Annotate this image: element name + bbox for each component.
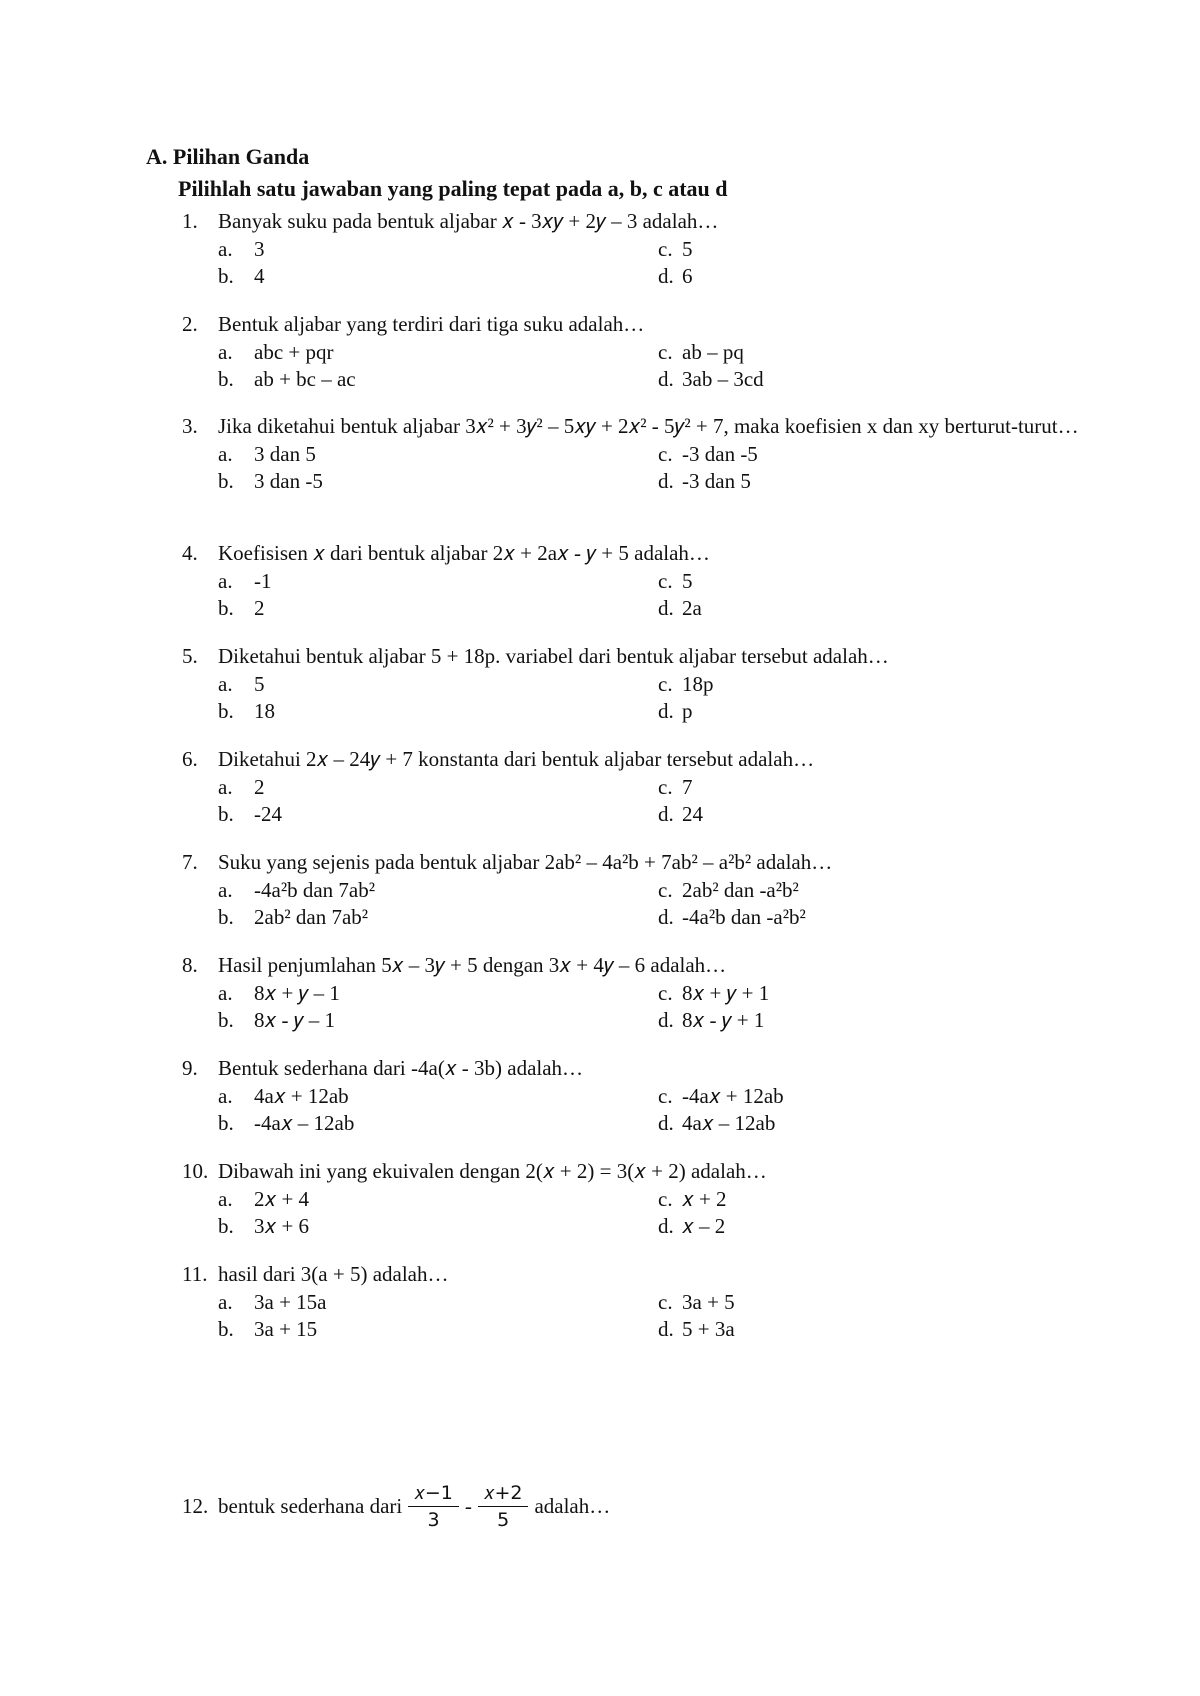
option-letter: d. [658,1008,674,1032]
option-c [658,1289,958,1317]
option-letter: a. [218,1186,233,1211]
option-text: 8𝑥 - 𝑦 + 1 [682,1008,765,1032]
question-8 [182,952,1082,1035]
option-text: abc + pqr [254,339,334,364]
option-c [658,671,958,699]
answer-options [218,980,1082,1035]
option-a [218,339,658,367]
option-d [658,1213,958,1241]
question-text: Hasil penjumlahan 5𝑥 – 3𝑦 + 5 dengan 3𝑥 + 4𝑦 – 6 adalah… [218,953,727,977]
option-text: 5 [682,236,693,261]
option-letter: c. [658,1289,673,1314]
option-d [658,698,958,726]
option-d [658,468,958,496]
option-b [218,595,658,623]
answer-options [218,568,1082,623]
question-text: Suku yang sejenis pada bentuk aljabar 2ab² – 4a²b + 7ab² – a²b² adalah… [218,850,833,874]
option-c [658,568,958,596]
option-letter: c. [658,774,673,799]
option-letter: d. [658,264,674,288]
minus-sign: - [464,1493,472,1518]
option-text: 3𝑥 + 6 [254,1214,310,1238]
question-2 [182,311,1082,394]
question-number: 5. [182,644,198,668]
question-number: 10. [182,1159,209,1183]
option-text: 𝑥 – 2 [682,1214,726,1238]
question-text: Diketahui bentuk aljabar 5 + 18p. variabel dari bentuk aljabar tersebut adalah… [218,644,889,668]
section-title: A. Pilihan Ganda [146,144,310,169]
option-text: 2ab² dan 7ab² [254,905,369,929]
option-letter: d. [658,596,674,620]
option-text: -4a𝑥 + 12ab [682,1083,784,1108]
option-text: p [682,699,693,723]
fraction-2-denominator: 5 [497,1509,510,1531]
option-letter: a. [218,441,233,466]
option-letter: b. [218,264,234,288]
option-c [658,441,958,469]
option-c [658,339,958,367]
option-b [218,1007,658,1035]
option-text: 3a + 5 [682,1289,735,1314]
option-text: 3a + 15 [254,1317,318,1341]
fraction-1-denominator: 3 [427,1509,440,1531]
answer-options [218,877,1082,932]
question-number: 9. [182,1056,198,1080]
option-text: 3 dan -5 [254,469,323,493]
option-text: 2 [254,596,265,620]
question-number: 6. [182,747,198,771]
fraction-1-numerator: 𝑥−1 [408,1480,459,1507]
option-letter: c. [658,671,673,696]
question-11 [182,1261,1082,1344]
option-text: 2a [682,596,702,620]
option-c [658,236,958,264]
option-letter: c. [658,877,673,902]
question-number: 7. [182,850,198,874]
question-1 [182,208,1082,291]
question-prefix: bentuk sederhana dari [218,1493,403,1518]
option-letter: b. [218,1008,234,1032]
option-letter: a. [218,877,233,902]
option-letter: b. [218,596,234,620]
option-b [218,366,658,394]
option-text: 4a𝑥 – 12ab [682,1111,776,1135]
option-a [218,568,658,596]
option-c [658,774,958,802]
option-letter: a. [218,671,233,696]
question-suffix: adalah… [534,1493,611,1518]
option-letter: c. [658,441,673,466]
instruction: Pilihlah satu jawaban yang paling tepat pada a, b, c atau d [178,176,728,201]
option-b [218,1110,658,1138]
fraction-2 [478,1480,529,1533]
option-b [218,698,658,726]
option-a [218,1289,658,1317]
option-letter: d. [658,905,674,929]
option-letter: b. [218,802,234,826]
option-a [218,774,658,802]
option-text: 3 dan 5 [254,441,316,466]
option-text: -4a𝑥 – 12ab [254,1111,355,1135]
answer-options [218,441,1082,496]
option-letter: c. [658,1083,673,1108]
option-text: -4a²b dan -a²b² [682,905,806,929]
question-number: 4. [182,541,198,565]
option-b [218,1316,658,1344]
option-text: 6 [682,264,693,288]
option-d [658,801,958,829]
option-letter: d. [658,1111,674,1135]
option-text: 5 [254,671,265,696]
option-c [658,1186,958,1214]
question-4 [182,540,1082,623]
question-12 [182,1480,1082,1533]
option-b [218,904,658,932]
option-text: 18p [682,671,714,696]
option-b [218,801,658,829]
option-text: 5 [682,568,693,593]
option-d [658,904,958,932]
answer-options [218,339,1082,394]
option-a [218,236,658,264]
answer-options [218,236,1082,291]
answer-options [218,1289,1082,1344]
option-text: 2ab² dan -a²b² [682,877,799,902]
question-text: Jika diketahui bentuk aljabar 3𝑥² + 3𝑦² – 5𝑥𝑦 + 2𝑥² - 5𝑦² + 7, maka koefisien x dan xy berturut-turut… [218,414,1079,438]
option-d [658,366,958,394]
option-letter: a. [218,236,233,261]
option-b [218,468,658,496]
fraction-1 [408,1480,459,1533]
option-letter: a. [218,774,233,799]
option-text: 18 [254,699,275,723]
option-text: 8𝑥 + 𝑦 – 1 [254,980,340,1005]
question-text: Diketahui 2𝑥 – 24𝑦 + 7 konstanta dari bentuk aljabar tersebut adalah… [218,747,815,771]
option-d [658,1316,958,1344]
option-text: 𝑥 + 2 [682,1186,727,1211]
option-text: 2𝑥 + 4 [254,1186,310,1211]
option-a [218,441,658,469]
option-d [658,263,958,291]
option-letter: d. [658,367,674,391]
question-text: Koefisisen 𝑥 dari bentuk aljabar 2𝑥 + 2a𝑥 - 𝑦 + 5 adalah… [218,541,710,565]
option-b [218,1213,658,1241]
option-d [658,1110,958,1138]
question-text: Dibawah ini yang ekuivalen dengan 2(𝑥 + 2) = 3(𝑥 + 2) adalah… [218,1159,767,1183]
option-letter: a. [218,339,233,364]
question-7 [182,849,1082,932]
option-letter: b. [218,469,234,493]
option-text: 5 + 3a [682,1317,735,1341]
option-text: 8𝑥 + 𝑦 + 1 [682,980,770,1005]
answer-options [218,671,1082,726]
option-letter: c. [658,1186,673,1211]
option-letter: c. [658,339,673,364]
option-text: 3 [254,236,265,261]
option-letter: a. [218,980,233,1005]
option-text: 24 [682,802,703,826]
question-text: Bentuk sederhana dari -4a(𝑥 - 3b) adalah… [218,1056,584,1080]
question-number: 11. [182,1262,208,1286]
question-number: 8. [182,953,198,977]
question-9 [182,1055,1082,1138]
option-letter: b. [218,1317,234,1341]
option-letter: d. [658,802,674,826]
option-letter: d. [658,699,674,723]
option-text: ab + bc – ac [254,367,356,391]
option-letter: c. [658,568,673,593]
fraction-2-numerator: 𝑥+2 [478,1480,529,1507]
option-c [658,980,958,1008]
option-d [658,1007,958,1035]
option-letter: d. [658,1317,674,1341]
option-d [658,595,958,623]
option-text: 3a + 15a [254,1289,327,1314]
question-number: 3. [182,414,198,438]
option-text: 7 [682,774,693,799]
option-a [218,877,658,905]
option-a [218,980,658,1008]
option-letter: c. [658,980,673,1005]
option-text: 3ab – 3cd [682,367,764,391]
option-text: 2 [254,774,265,799]
option-letter: d. [658,469,674,493]
question-number: 2. [182,312,198,336]
option-text: -4a²b dan 7ab² [254,877,376,902]
question-text: Banyak suku pada bentuk aljabar 𝑥 - 3𝑥𝑦 + 2𝑦 – 3 adalah… [218,209,719,233]
question-3 [182,413,1082,496]
option-letter: b. [218,699,234,723]
option-letter: a. [218,568,233,593]
question-text: hasil dari 3(a + 5) adalah… [218,1262,449,1286]
option-letter: c. [658,236,673,261]
option-text: -24 [254,802,282,826]
option-letter: d. [658,1214,674,1238]
option-text: ab – pq [682,339,744,364]
option-a [218,1083,658,1111]
question-text: Bentuk aljabar yang terdiri dari tiga suku adalah… [218,312,645,336]
option-text: -1 [254,568,272,593]
option-letter: b. [218,905,234,929]
option-letter: b. [218,1214,234,1238]
option-text: 8𝑥 - 𝑦 – 1 [254,1008,335,1032]
option-letter: a. [218,1289,233,1314]
question-10 [182,1158,1082,1241]
answer-options [218,1186,1082,1241]
answer-options [218,774,1082,829]
option-letter: a. [218,1083,233,1108]
option-text: 4a𝑥 + 12ab [254,1083,349,1108]
question-number: 12. [182,1493,209,1518]
option-a [218,671,658,699]
question-5 [182,643,1082,726]
option-c [658,1083,958,1111]
option-c [658,877,958,905]
option-b [218,263,658,291]
answer-options [218,1083,1082,1138]
option-letter: b. [218,367,234,391]
option-text: -3 dan -5 [682,441,758,466]
question-number: 1. [182,209,198,233]
option-letter: b. [218,1111,234,1135]
option-a [218,1186,658,1214]
option-text: 4 [254,264,265,288]
question-6 [182,746,1082,829]
option-text: -3 dan 5 [682,469,751,493]
